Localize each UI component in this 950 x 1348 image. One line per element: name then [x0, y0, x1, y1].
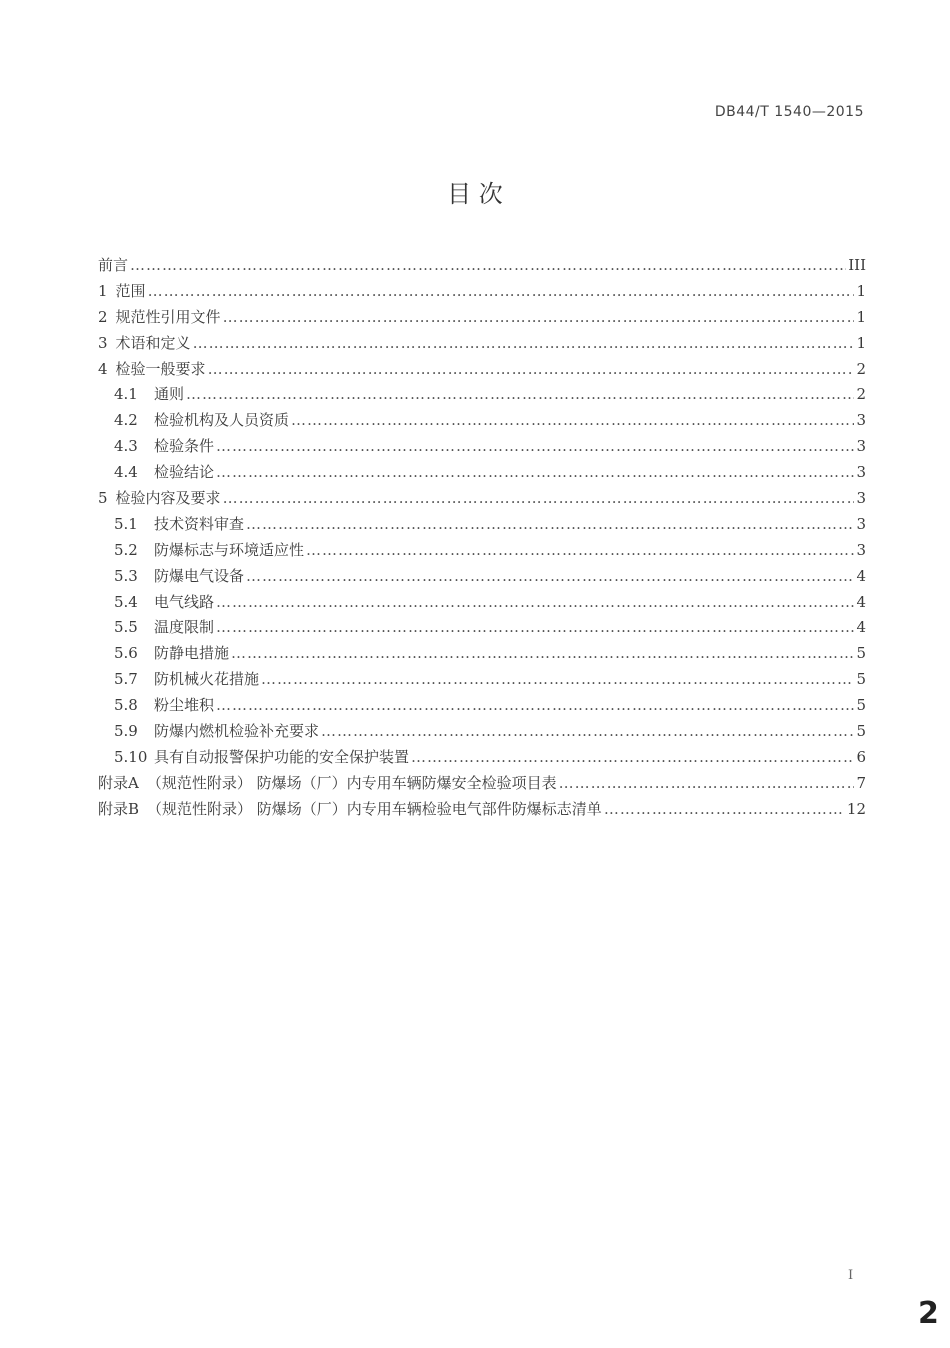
toc-entry-title: 防爆标志与环境适应性: [154, 540, 305, 559]
document-code: DB44/T 1540—2015: [714, 104, 864, 120]
toc-entry[interactable]: [98, 694, 866, 720]
table-of-contents: [98, 254, 866, 824]
toc-entry-title: 前言: [98, 256, 129, 274]
toc-leader-dots: [261, 670, 854, 688]
toc-entry[interactable]: [98, 358, 866, 384]
toc-entry-page: 4: [856, 566, 866, 585]
toc-entry-page: 6: [856, 747, 866, 766]
toc-entry-number: 5: [98, 489, 108, 508]
toc-entry[interactable]: [98, 642, 866, 668]
toc-entry-page: 5: [856, 670, 866, 689]
toc-leader-dots: [306, 541, 854, 559]
toc-entry[interactable]: [98, 254, 866, 280]
toc-entry-number: 5.8: [114, 696, 138, 715]
toc-entry-title: 检验结论: [154, 463, 215, 482]
toc-entry-page: 3: [856, 437, 866, 456]
toc-leader-dots: [193, 334, 855, 352]
toc-entry-page: III: [848, 256, 866, 274]
toc-leader-dots: [321, 722, 854, 740]
toc-leader-dots: [223, 489, 855, 507]
toc-leader-dots: [291, 411, 854, 429]
toc-leader-dots: [216, 463, 854, 481]
toc-entry-page: 4: [856, 592, 866, 611]
toc-entry-title: 防爆内燃机检验补充要求: [154, 722, 320, 741]
toc-entry-title: 规范性引用文件: [115, 307, 221, 326]
toc-entry[interactable]: [98, 487, 866, 513]
toc-entry-page: 5: [856, 696, 866, 715]
toc-entry-page: 3: [856, 540, 866, 559]
toc-entry-page: 5: [856, 644, 866, 663]
toc-title: 目 次: [447, 180, 503, 208]
toc-entry-number: 4.4: [114, 463, 138, 482]
toc-entry-number: 4.1: [114, 385, 138, 404]
toc-entry-title: （规范性附录） 防爆场（厂）内专用车辆检验电气部件防爆标志清单: [147, 799, 602, 818]
toc-entry-number: 4.2: [114, 411, 138, 430]
toc-leader-dots: [148, 282, 855, 300]
toc-entry-number: 附录B: [98, 799, 140, 818]
toc-entry-number: 2: [98, 307, 108, 326]
toc-entry-title: 防机械火花措施: [154, 670, 260, 689]
toc-leader-dots: [559, 774, 855, 792]
toc-leader-dots: [411, 748, 854, 766]
toc-entry-page: 2: [856, 385, 866, 404]
toc-entry-title: 检验条件: [154, 437, 215, 456]
toc-entry-page: 3: [856, 411, 866, 430]
toc-entry-title: （规范性附录） 防爆场（厂）内专用车辆防爆安全检验项目表: [146, 773, 557, 792]
toc-entry[interactable]: [98, 668, 866, 694]
toc-entry-page: 4: [856, 618, 866, 637]
toc-entry-title: 粉尘堆积: [154, 696, 215, 715]
sheet-number: 2: [918, 1296, 939, 1331]
toc-entry-page: 2: [856, 359, 866, 378]
toc-entry-title: 技术资料审查: [154, 514, 245, 533]
toc-entry-number: 5.2: [114, 540, 138, 559]
toc-entry[interactable]: [98, 383, 866, 409]
toc-entry-page: 1: [856, 307, 866, 326]
toc-entry-title: 通则: [154, 385, 185, 404]
toc-entry-number: 附录A: [98, 773, 139, 792]
toc-entry[interactable]: [98, 565, 866, 591]
toc-entry-title: 范围: [115, 281, 146, 300]
toc-entry-number: 5.9: [114, 722, 138, 741]
toc-leader-dots: [216, 696, 854, 714]
toc-entry-number: 3: [98, 333, 108, 352]
toc-entry[interactable]: [98, 332, 866, 358]
toc-entry[interactable]: [98, 720, 866, 746]
toc-entry-title: 检验一般要求: [115, 359, 206, 378]
toc-entry-title: 防静电措施: [154, 644, 230, 663]
toc-entry[interactable]: [98, 772, 866, 798]
toc-entry-number: 4: [98, 359, 108, 378]
toc-leader-dots: [223, 308, 855, 326]
toc-entry[interactable]: [98, 435, 866, 461]
toc-entry[interactable]: [98, 461, 866, 487]
toc-entry-page: 3: [856, 489, 866, 508]
toc-leader-dots: [246, 567, 854, 585]
toc-entry-title: 防爆电气设备: [154, 566, 245, 585]
toc-entry-number: 5.3: [114, 566, 138, 585]
toc-entry[interactable]: [98, 280, 866, 306]
toc-entry[interactable]: [98, 539, 866, 565]
toc-entry-page: 12: [846, 799, 866, 818]
toc-leader-dots: [246, 515, 854, 533]
toc-entry[interactable]: [98, 306, 866, 332]
toc-entry-title: 温度限制: [154, 618, 215, 637]
toc-entry-page: 1: [856, 281, 866, 300]
toc-entry-page: 7: [856, 773, 866, 792]
toc-entry-number: 5.10: [114, 747, 148, 766]
toc-entry[interactable]: [98, 616, 866, 642]
page-number: I: [848, 1268, 854, 1283]
toc-leader-dots: [604, 800, 845, 818]
toc-entry-page: 1: [856, 333, 866, 352]
toc-leader-dots: [216, 593, 854, 611]
toc-entry-number: 5.1: [114, 514, 138, 533]
toc-entry-number: 5.5: [114, 618, 138, 637]
toc-leader-dots: [231, 644, 854, 662]
toc-entry-number: 5.7: [114, 670, 138, 689]
toc-entry[interactable]: [98, 513, 866, 539]
toc-leader-dots: [186, 385, 854, 403]
toc-entry-number: 4.3: [114, 437, 138, 456]
toc-entry[interactable]: [98, 798, 866, 824]
toc-entry-title: 电气线路: [154, 592, 215, 611]
toc-entry-title: 检验机构及人员资质: [154, 411, 290, 430]
toc-entry-number: 1: [98, 281, 108, 300]
toc-leader-dots: [216, 618, 854, 636]
toc-entry-title: 检验内容及要求: [115, 489, 221, 508]
toc-entry-page: 5: [856, 722, 866, 741]
toc-entry[interactable]: [98, 591, 866, 617]
toc-leader-dots: [130, 256, 846, 274]
toc-entry-page: 3: [856, 463, 866, 482]
toc-entry-page: 3: [856, 514, 866, 533]
toc-leader-dots: [208, 360, 855, 378]
toc-entry-number: 5.6: [114, 644, 138, 663]
toc-entry-title: 术语和定义: [115, 333, 191, 352]
toc-entry-title: 具有自动报警保护功能的安全保护装置: [154, 747, 410, 766]
toc-entry-number: 5.4: [114, 592, 138, 611]
toc-entry[interactable]: [98, 746, 866, 772]
toc-entry[interactable]: [98, 409, 866, 435]
toc-leader-dots: [216, 437, 854, 455]
